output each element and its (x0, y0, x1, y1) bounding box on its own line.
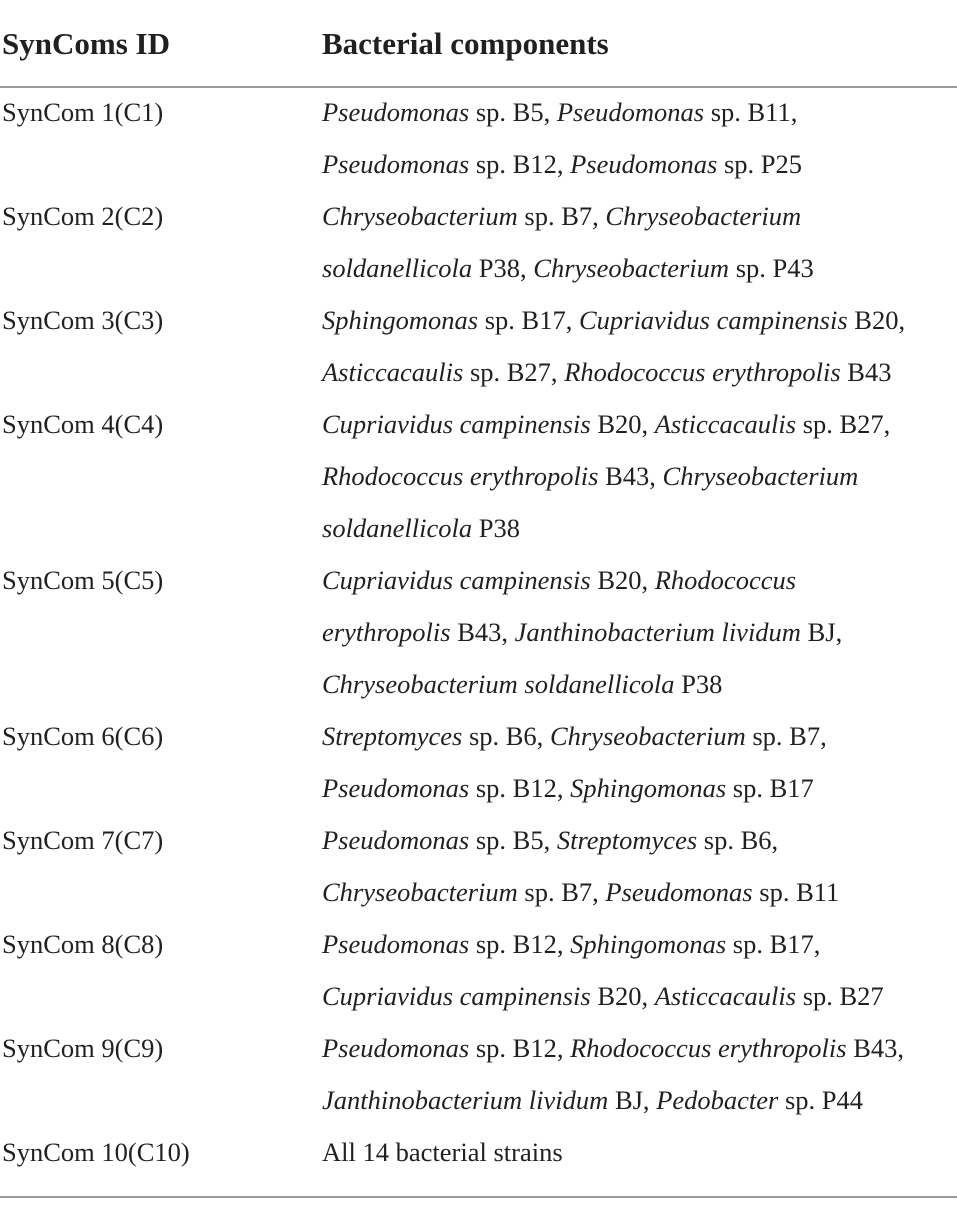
taxon-name: Pedobacter (656, 1085, 779, 1115)
strain-text: All 14 bacterial strains (322, 1137, 563, 1167)
strain-text: sp. B12, (469, 149, 571, 179)
strain-text: BJ, (800, 617, 843, 647)
taxon-name: erythropolis (322, 617, 451, 647)
taxon-name: Pseudomonas (605, 877, 753, 907)
taxon-name: Pseudomonas (322, 773, 470, 803)
strain-text: B43, (846, 1033, 905, 1063)
strain-text: sp. B7, (517, 877, 606, 907)
header-syncoms-id: SynComs ID (2, 26, 170, 61)
bacterial-components-cell (322, 710, 952, 814)
bacterial-components-cell (322, 190, 952, 294)
components-line (322, 346, 952, 398)
taxon-name: Cupriavidus campinensis (578, 305, 848, 335)
table-row (0, 814, 957, 918)
taxon-name: Pseudomonas (322, 149, 470, 179)
bacterial-components-cell (322, 294, 952, 398)
taxon-name: Asticcacaulis (654, 981, 797, 1011)
syncom-id-cell: SynCom 7(C7) (2, 825, 164, 855)
taxon-name: soldanellicola (322, 253, 473, 283)
bacterial-components-cell (322, 86, 952, 190)
syncom-id-cell: SynCom 5(C5) (2, 565, 164, 595)
components-line (322, 658, 952, 710)
table-row (0, 710, 957, 814)
strain-text: sp. B12, (469, 773, 571, 803)
taxon-name: Pseudomonas (322, 97, 470, 127)
strain-text: sp. B12, (469, 1033, 571, 1063)
bacterial-components-cell (322, 1126, 952, 1178)
strain-text: sp. B17, (478, 305, 579, 335)
table-row (0, 398, 957, 554)
table-row (0, 918, 957, 1022)
strain-text: P38 (472, 513, 521, 543)
components-line (322, 606, 952, 658)
strain-text: BJ, (608, 1085, 657, 1115)
components-line (322, 1022, 952, 1074)
strain-text: sp. P25 (717, 149, 802, 179)
taxon-name: Chryseobacterium (549, 721, 746, 751)
components-line (322, 554, 952, 606)
strain-text: sp. B7, (745, 721, 827, 751)
strain-text: B20, (590, 981, 655, 1011)
strain-text: sp. B5, (469, 97, 557, 127)
components-line (322, 866, 952, 918)
bacterial-components-cell (322, 554, 952, 710)
taxon-name: Sphingomonas (322, 305, 479, 335)
taxon-name: Sphingomonas (570, 773, 727, 803)
syncom-id-cell: SynCom 6(C6) (2, 721, 164, 751)
taxon-name: Pseudomonas (322, 825, 470, 855)
taxon-name: Janthinobacterium lividum (514, 617, 801, 647)
bacterial-components-cell (322, 918, 952, 1022)
taxon-name: Rhodococcus erythropolis (564, 357, 841, 387)
table-body (0, 86, 957, 1178)
components-line (322, 970, 952, 1022)
components-line (322, 814, 952, 866)
taxon-name: Cupriavidus campinensis (322, 981, 591, 1011)
taxon-name: Pseudomonas (322, 929, 470, 959)
taxon-name: Chryseobacterium (322, 877, 518, 907)
components-line (322, 918, 952, 970)
taxon-name: Janthinobacterium lividum (322, 1085, 609, 1115)
table-header (0, 0, 957, 88)
components-line (322, 1074, 952, 1126)
table-row (0, 294, 957, 398)
taxon-name: Asticcacaulis (322, 357, 464, 387)
strain-text: B20, (590, 409, 655, 439)
strain-text: P38 (674, 669, 723, 699)
strain-text: B20, (847, 305, 906, 335)
taxon-name: Rhodococcus (654, 565, 797, 595)
taxon-name: Chryseobacterium soldanellicola (322, 669, 675, 699)
components-line (322, 190, 952, 242)
strain-text: sp. B6, (462, 721, 550, 751)
taxon-name: Streptomyces (556, 825, 698, 855)
strain-text: P38, (472, 253, 534, 283)
syncom-id-cell: SynCom 8(C8) (2, 929, 164, 959)
bacterial-components-cell (322, 398, 952, 554)
strain-text: sp. B6, (697, 825, 779, 855)
taxon-name: Streptomyces (322, 721, 463, 751)
strain-text: sp. B7, (517, 201, 606, 231)
taxon-name: Pseudomonas (570, 149, 718, 179)
components-line (322, 450, 952, 502)
components-line (322, 242, 952, 294)
table-row (0, 1022, 957, 1126)
table-row (0, 1126, 957, 1178)
strain-text: sp. P43 (729, 253, 814, 283)
bacterial-components-cell (322, 814, 952, 918)
strain-text: sp. B11 (752, 877, 840, 907)
components-line (322, 138, 952, 190)
components-line (322, 86, 952, 138)
taxon-name: Chryseobacterium (322, 201, 518, 231)
table-bottom-rule (0, 1196, 957, 1198)
taxon-name: Rhodococcus erythropolis (570, 1033, 847, 1063)
strain-text: B43, (450, 617, 515, 647)
strain-text: sp. B27, (463, 357, 565, 387)
strain-text: B20, (590, 565, 655, 595)
strain-text: sp. B5, (469, 825, 557, 855)
taxon-name: Sphingomonas (570, 929, 727, 959)
taxon-name: Chryseobacterium (533, 253, 730, 283)
taxon-name: Chryseobacterium (605, 201, 802, 231)
strain-text: sp. B27 (796, 981, 884, 1011)
strain-text: sp. P44 (778, 1085, 864, 1115)
taxon-name: Cupriavidus campinensis (322, 565, 591, 595)
taxon-name: Pseudomonas (556, 97, 705, 127)
syncom-id-cell: SynCom 4(C4) (2, 409, 164, 439)
components-line (322, 398, 952, 450)
strain-text: B43, (598, 461, 663, 491)
components-line (322, 294, 952, 346)
components-line (322, 710, 952, 762)
taxon-name: soldanellicola (322, 513, 473, 543)
syncom-id-cell: SynCom 9(C9) (2, 1033, 164, 1063)
table-row (0, 190, 957, 294)
strain-text: B43 (840, 357, 892, 387)
components-line (322, 1126, 952, 1178)
header-bacterial-components: Bacterial components (322, 26, 609, 61)
syncom-id-cell: SynCom 3(C3) (2, 305, 164, 335)
components-line (322, 502, 952, 554)
bacterial-components-cell (322, 1022, 952, 1126)
strain-text: sp. B27, (796, 409, 891, 439)
strain-text: sp. B17 (726, 773, 814, 803)
components-line (322, 762, 952, 814)
strain-text: sp. B12, (469, 929, 571, 959)
strain-text: sp. B11, (704, 97, 798, 127)
taxon-name: Cupriavidus campinensis (322, 409, 591, 439)
syncom-id-cell: SynCom 1(C1) (2, 97, 164, 127)
strain-text: sp. B17, (726, 929, 821, 959)
table-row (0, 554, 957, 710)
table-row (0, 86, 957, 190)
taxon-name: Chryseobacterium (662, 461, 859, 491)
syncom-id-cell: SynCom 10(C10) (2, 1137, 190, 1167)
taxon-name: Rhodococcus erythropolis (322, 461, 599, 491)
taxon-name: Asticcacaulis (654, 409, 797, 439)
taxon-name: Pseudomonas (322, 1033, 470, 1063)
syncom-id-cell: SynCom 2(C2) (2, 201, 164, 231)
